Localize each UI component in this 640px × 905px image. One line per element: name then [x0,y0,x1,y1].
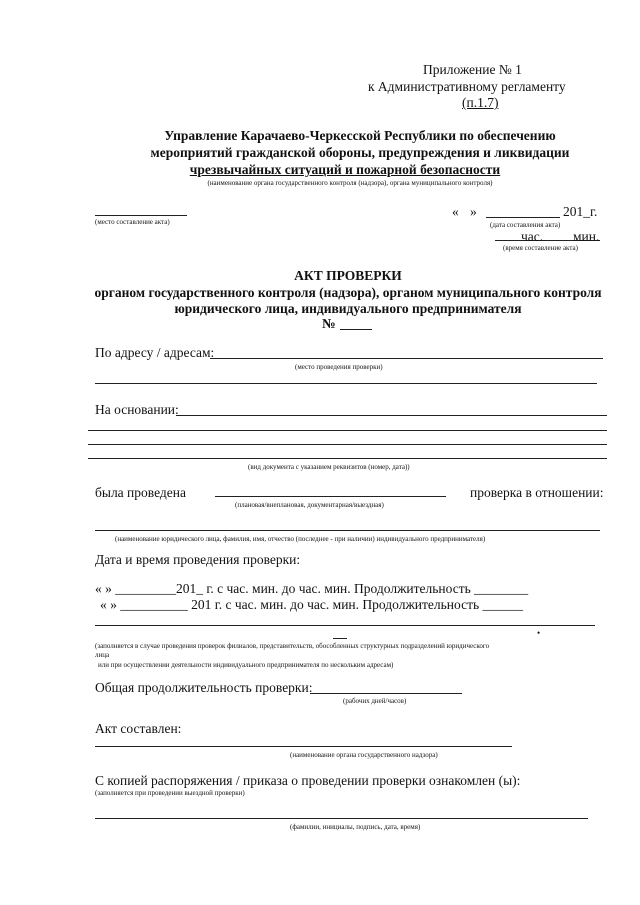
act-subtitle-1: органом государственного контроля (надзора), органом муниципального контроля [94,285,602,300]
duration-line[interactable] [310,693,462,694]
entity-line[interactable] [95,530,600,531]
date-month-line[interactable] [486,217,560,218]
date-quote-close: » [470,204,477,219]
entity-caption: (наименование юридического лица, фамилия, имя, отчество (последнее - при наличии) индивидуального предпринимателя) [115,535,486,543]
address-line-2[interactable] [95,383,597,384]
datetime-row-2: « » __________ 201 г. с час. мин. до час. мин. Продолжительность ______ [100,597,524,612]
place-caption: (место составление акта) [95,218,170,226]
duration-caption: (рабочих дней/часов) [343,697,407,705]
basis-line-1[interactable] [176,415,607,416]
regarding-label: проверка в отношении: [470,485,604,500]
address-line-1[interactable] [210,358,603,359]
compiled-caption: (наименование органа государственного надзора) [290,751,438,759]
date-year: 201_г. [563,204,598,219]
signature-line[interactable] [95,818,588,819]
basis-line-4[interactable] [88,458,607,459]
branches-caption-1: (заполняется в случае проведения проверок филиалов, представительств, обособленных структурных подразделений юридического [95,642,490,650]
copy-label-text: С копией распоряжения / приказа о проведении проверки ознакомлен (ы): [95,773,521,788]
compiled-line[interactable] [95,746,512,747]
signature-caption: (фамилии, инициалы, подпись, дата, время) [290,823,421,831]
conducted-line[interactable] [215,496,446,497]
act-subtitle-2: юридического лица, индивидуального предпринимателя [174,301,522,316]
conducted-label: была проведена [95,485,186,500]
branches-caption-2: лица [95,651,110,659]
duration-label: Общая продолжительность проверки: [95,680,313,695]
authority-line-2: мероприятий гражданской обороны, предупреждения и ликвидации [150,145,570,160]
address-caption: (место проведения проверки) [295,363,383,371]
datetime-label: Дата и время проведения проверки: [95,552,301,567]
appendix-line-2: к Административному регламенту [368,79,566,94]
date-quote-open: « [452,204,459,219]
branches-short-line [333,638,347,639]
time-minutes: мин. [573,229,600,244]
address-label: По адресу / адресам: [95,345,215,360]
time-hours: час. [521,229,544,244]
appendix-line-1: Приложение № 1 [423,62,522,77]
time-caption: (время составление акта) [503,244,578,252]
place-line[interactable] [95,215,187,216]
branches-caption-3: или при осуществлении деятельности индивидуального предпринимателя по нескольким адресам) [98,661,394,669]
basis-label: На основании: [95,402,179,417]
act-number-line[interactable] [340,329,372,330]
act-number-label: № [322,316,336,331]
copy-label [95,773,520,789]
authority-caption: (наименование органа государственного контроля (надзора), органа муниципального контроля) [207,179,493,187]
authority-line-3: чрезвычайных ситуаций и пожарной безопасности [189,162,501,177]
appendix-line-3: (п.1.7) [462,95,499,110]
compiled-label: Акт составлен: [95,721,182,736]
datetime-row-1: « » _________201_ г. с час. мин. до час. мин. Продолжительность ________ [95,581,529,596]
act-title: АКТ ПРОВЕРКИ [294,268,402,283]
branches-dot-icon: • [537,628,541,638]
date-caption: (дата составления акта) [490,221,561,229]
copy-caption: (заполняется при проведении выездной проверки) [95,789,245,797]
basis-line-3[interactable] [88,444,607,445]
branches-line[interactable] [95,625,595,626]
basis-line-2[interactable] [88,430,607,431]
basis-caption: (вид документа с указанием реквизитов (номер, дата)) [248,463,410,471]
conducted-caption: (плановая/внеплановая, документарная/выездная) [235,501,384,509]
authority-line-1: Управление Карачаево-Черкесской Республики по обеспечению [164,128,556,143]
